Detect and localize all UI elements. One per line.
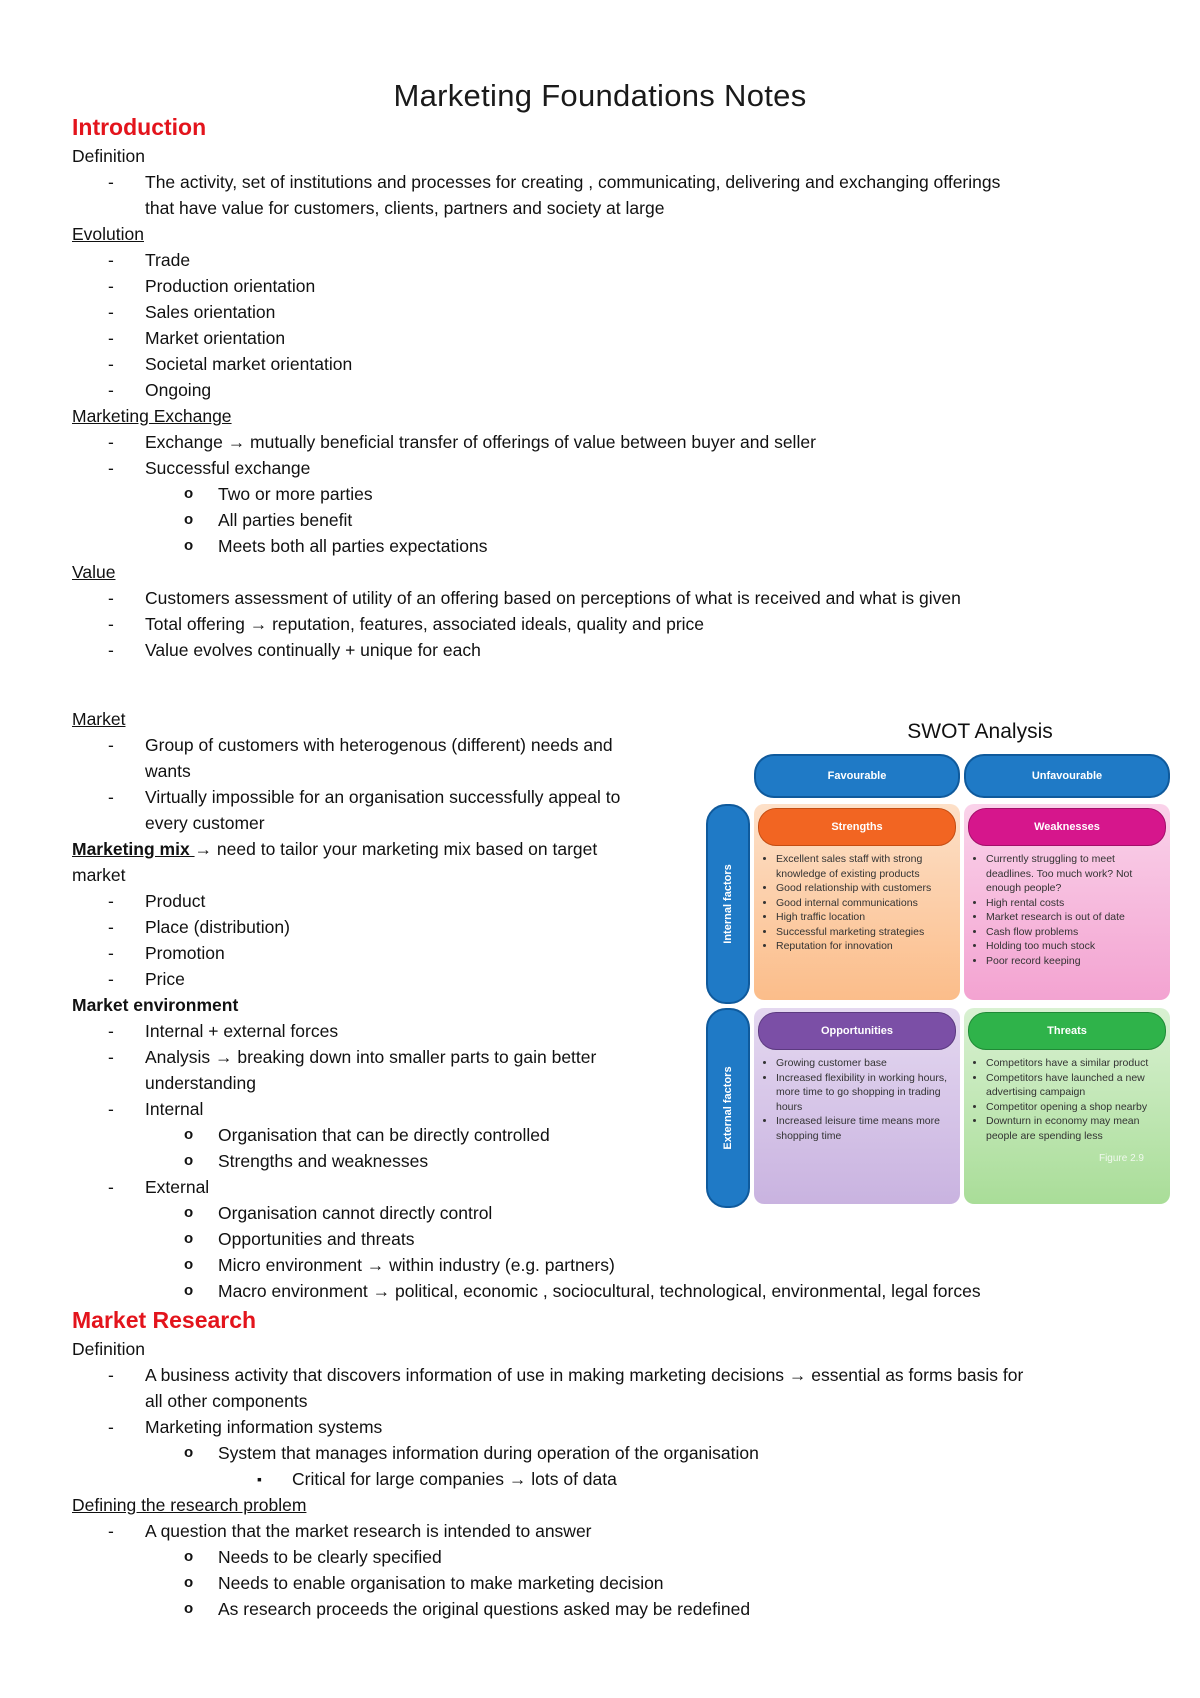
list-item: - A question that the market research is intended to answer [72, 1518, 1152, 1544]
list-item-continued: all other components [145, 1391, 308, 1411]
list-item: • Good relationship with customers [776, 881, 954, 896]
list-item: • Successful marketing strategies [776, 925, 954, 940]
market-environment-label: Market environment [72, 995, 239, 1015]
list-item: - Analysis → breaking down into smaller parts to gain better [72, 1044, 712, 1070]
list-item: - Internal + external forces [72, 1018, 712, 1044]
sub-list-item: o Needs to be clearly specified [72, 1544, 1152, 1570]
list-item: - Sales orientation [72, 299, 1152, 325]
list-item: • High traffic location [776, 910, 954, 925]
list-item: • Increased leisure time means more shopping time [776, 1114, 954, 1143]
external-factors-bar [706, 1008, 750, 1208]
opportunities-header: Opportunities [758, 1012, 956, 1050]
definition-label: Definition [72, 146, 145, 166]
sub-sub-list-item: ▪ Critical for large companies → lots of data [72, 1466, 1152, 1492]
list-item: - Societal market orientation [72, 351, 1152, 377]
threats-quadrant [964, 1008, 1170, 1204]
list-item: • Downturn in economy may mean people are spending less [986, 1114, 1164, 1143]
opportunities-list [764, 1056, 954, 1143]
list-item: - Place (distribution) [72, 914, 712, 940]
list-item-continued: wants [145, 761, 191, 781]
marketing-mix-label: Marketing mix [72, 839, 195, 859]
list-item: • Competitors have launched a new advertising campaign [986, 1071, 1164, 1100]
list-item: • Cash flow problems [986, 925, 1164, 940]
list-item: • Excellent sales staff with strong knowledge of existing products [776, 852, 954, 881]
marketing-exchange-label: Marketing Exchange [72, 406, 232, 426]
introduction-heading: Introduction [72, 114, 207, 140]
opportunities-quadrant [754, 1008, 960, 1204]
sub-list-item: o Needs to enable organisation to make marketing decision [72, 1570, 1152, 1596]
list-item: - Group of customers with heterogenous (different) needs and [72, 732, 712, 758]
list-item: • Increased flexibility in working hours, more time to go shopping in trading hours [776, 1071, 954, 1115]
sub-list-item: o All parties benefit [72, 507, 1152, 533]
marketing-mix-line [72, 836, 712, 862]
value-label: Value [72, 562, 116, 582]
internal-factors-label: Internal factors [722, 864, 734, 944]
list-item: • Competitor opening a shop nearby [986, 1100, 1164, 1115]
list-item: - Product [72, 888, 712, 914]
unfavourable-header: Unfavourable [964, 754, 1170, 798]
list-item-continued: understanding [145, 1073, 256, 1093]
list-item: - A business activity that discovers information of use in making marketing decisions → essential as forms basis for [72, 1362, 1152, 1388]
sub-list-item: o Macro environment → political, economic , sociocultural, technological, environmental, legal forces [72, 1278, 712, 1304]
page-title: Marketing Foundations Notes [393, 78, 807, 113]
sub-list-item: o Two or more parties [72, 481, 1152, 507]
weaknesses-header: Weaknesses [968, 808, 1166, 846]
list-item: • Market research is out of date [986, 910, 1164, 925]
market-research-section [72, 1304, 1152, 1622]
definition-label: Definition [72, 1339, 145, 1359]
threats-list [974, 1056, 1164, 1143]
list-item: - Total offering → reputation, features, associated ideals, quality and price [72, 611, 1152, 637]
marketing-mix-text-continued: market [72, 865, 126, 885]
market-research-heading: Market Research [72, 1307, 257, 1333]
sub-list-item: o Micro environment → within industry (e.g. partners) [72, 1252, 712, 1278]
list-item: - Internal [72, 1096, 712, 1122]
list-item: - Ongoing [72, 377, 1152, 403]
sub-list-item: o As research proceeds the original questions asked may be redefined [72, 1596, 1152, 1622]
threats-header: Threats [968, 1012, 1166, 1050]
definition-item: - The activity, set of institutions and processes for creating , communicating, delivering and exchanging offerings [72, 169, 1152, 195]
figure-number: Figure 2.9 [1098, 1153, 1144, 1164]
weaknesses-quadrant [964, 804, 1170, 1000]
list-item: - External [72, 1174, 712, 1200]
sub-list-item: o Strengths and weaknesses [72, 1148, 712, 1174]
strengths-quadrant [754, 804, 960, 1000]
list-item: - Promotion [72, 940, 712, 966]
sub-list-item: o Meets both all parties expectations [72, 533, 1152, 559]
list-item: • Growing customer base [776, 1056, 954, 1071]
list-item: • Poor record keeping [986, 954, 1164, 969]
list-item: - Successful exchange [72, 455, 1152, 481]
list-item: - Exchange → mutually beneficial transfer of offerings of value between buyer and seller [72, 429, 1152, 455]
weaknesses-list [974, 852, 1164, 968]
list-item: • Reputation for innovation [776, 939, 954, 954]
sub-list-item: o Organisation cannot directly control [72, 1200, 712, 1226]
sub-list-item: o System that manages information during operation of the organisation [72, 1440, 1152, 1466]
definition-item-continued: that have value for customers, clients, partners and society at large [145, 198, 665, 218]
list-item: • Good internal communications [776, 896, 954, 911]
research-problem-label: Defining the research problem [72, 1495, 307, 1515]
external-factors-label: External factors [722, 1066, 734, 1150]
introduction-section [72, 111, 1152, 663]
list-item: • Competitors have a similar product [986, 1056, 1164, 1071]
swot-figure [700, 720, 1170, 1210]
list-item: - Price [72, 966, 712, 992]
list-item: - Value evolves continually + unique for each [72, 637, 1152, 663]
list-item: • Holding too much stock [986, 939, 1164, 954]
list-item: • High rental costs [986, 896, 1164, 911]
list-item: - Trade [72, 247, 1152, 273]
list-item: - Marketing information systems [72, 1414, 1152, 1440]
list-item: - Customers assessment of utility of an offering based on perceptions of what is received and what is given [72, 585, 1152, 611]
list-item: • Currently struggling to meet deadlines. Too much work? Not enough people? [986, 852, 1164, 896]
list-item: - Virtually impossible for an organisation successfully appeal to [72, 784, 712, 810]
marketing-mix-text: → need to tailor your marketing mix based on target [194, 839, 598, 859]
sub-list-item: o Opportunities and threats [72, 1226, 712, 1252]
internal-factors-bar [706, 804, 750, 1004]
swot-title: SWOT Analysis [907, 720, 1053, 743]
list-item-continued: every customer [145, 813, 265, 833]
sub-list-item: o Organisation that can be directly controlled [72, 1122, 712, 1148]
list-item: - Market orientation [72, 325, 1152, 351]
strengths-header: Strengths [758, 808, 956, 846]
market-label: Market [72, 709, 126, 729]
list-item: - Production orientation [72, 273, 1152, 299]
strengths-list [764, 852, 954, 954]
evolution-label: Evolution [72, 224, 144, 244]
favourable-header: Favourable [754, 754, 960, 798]
